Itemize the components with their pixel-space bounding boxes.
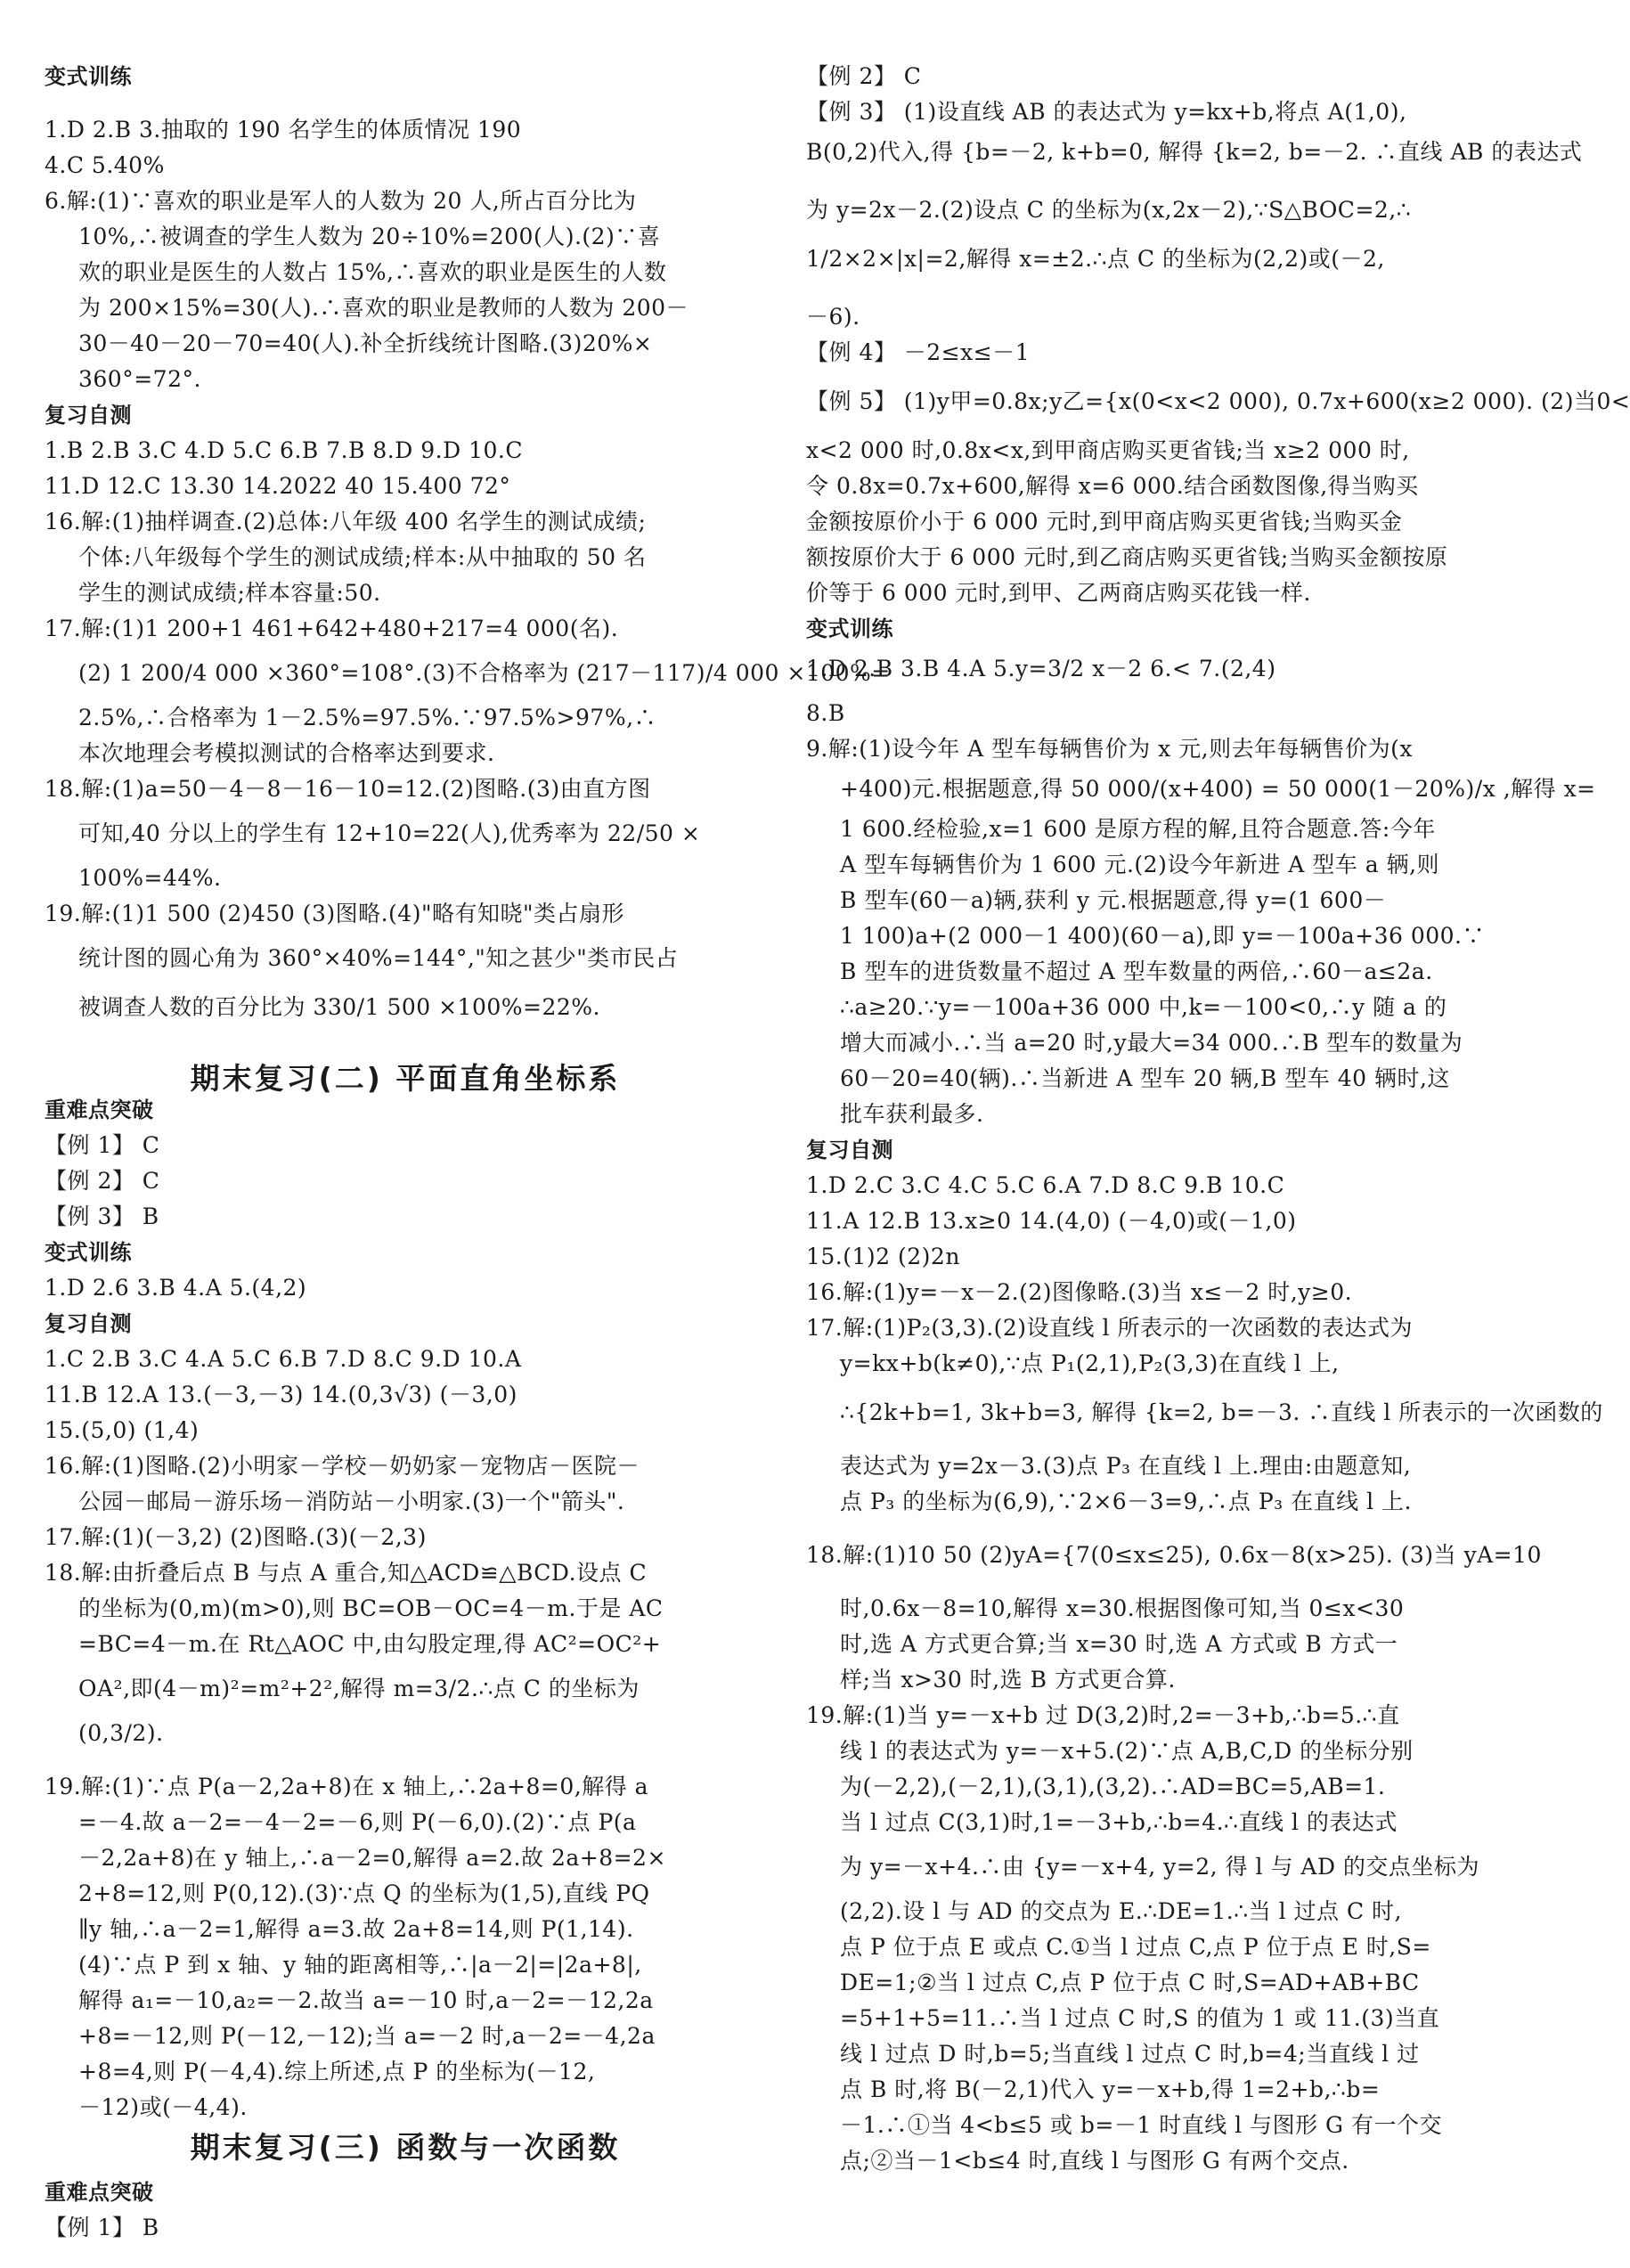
text-line: 点 P 位于点 E 或点 C.①当 l 过点 C,点 P 位于点 E 时,S= [840,1934,1431,1960]
text-line: ∴a≥20.∵y=－100a+36 000 中,k=－100<0,∴y 随 a 的 [840,994,1447,1020]
text-line: y=kx+b(k≠0),∵点 P₁(2,1),P₂(3,3)在直线 l 上, [840,1350,1340,1376]
text-line: 1.D 2.C 3.C 4.C 5.C 6.A 7.D 8.C 9.B 10.C [806,1172,1285,1198]
text-line: 解得 a₁=－10,a₂=－2.故当 a=－10 时,a－2=－12,2a [78,1987,654,2013]
text-line: 时,0.6x－8=10,解得 x=30.根据图像可知,当 0≤x<30 [840,1595,1405,1621]
text-line: 令 0.8x=0.7x+600,解得 x=6 000.结合函数图像,得当购买 [806,473,1419,499]
subsection-heading: 变式训练 [806,616,893,641]
text-line: 1.B 2.B 3.C 4.D 5.C 6.B 7.B 8.D 9.D 10.C [45,437,523,463]
text-line: 6.解:(1)∵喜欢的职业是军人的人数为 20 人,所占百分比为 [45,188,637,214]
text-line: 1/2×2×|x|=2,解得 x=±2.∴点 C 的坐标为(2,2)或(－2, [806,246,1385,272]
text-line: 30－40－20－70=40(人).补全折线统计图略.(3)20%× [78,330,653,356]
text-line: 价等于 6 000 元时,到甲、乙两商店购买花钱一样. [806,580,1311,606]
text-line: 11.A 12.B 13.x≥0 14.(4,0) (－4,0)或(－1,0) [806,1208,1297,1234]
text-line: 1.C 2.B 3.C 4.A 5.C 6.B 7.D 8.C 9.D 10.A [45,1346,522,1372]
text-line: 360°=72°. [78,366,201,392]
text-line: 17.解:(1)(－3,2) (2)图略.(3)(－2,3) [45,1524,427,1550]
text-line: 16.解:(1)图略.(2)小明家－学校－奶奶家－宠物店－医院－ [45,1453,640,1479]
text-line: 为 y=－x+4.∴由 {y=－x+4, y=2, 得 l 与 AD 的交点坐标为 [840,1854,1479,1880]
text-line: 【例 1】 C [45,1132,160,1158]
text-line: 【例 3】 (1)设直线 AB 的表达式为 y=kx+b,将点 A(1,0), [806,99,1407,125]
text-line: 的坐标为(0,m)(m>0),则 BC=OB－OC=4－m.于是 AC [78,1595,664,1621]
text-line: 欢的职业是医生的人数占 15%,∴喜欢的职业是医生的人数 [78,259,667,285]
text-line: 批车获利最多. [840,1101,984,1127]
text-line: DE=1;②当 l 过点 C,点 P 位于点 C 时,S=AD+AB+BC [840,1970,1420,1995]
text-line: 1 100)a+(2 000－1 400)(60－a),即 y=－100a+36 000.∵ [840,923,1486,949]
text-line: (2,2).设 l 与 AD 的交点为 E.∴DE=1.∴当 l 过点 C 时, [840,1898,1402,1924]
text-line: 个体:八年级每个学生的测试成绩;样本:从中抽取的 50 名 [78,544,647,570]
text-line: －1.∴①当 4<b≤5 或 b=－1 时直线 l 与图形 G 有一个交 [840,2112,1442,2138]
text-line: 18.解:由折叠后点 B 与点 A 重合,知△ACD≌△BCD.设点 C [45,1560,648,1586]
text-line: 线 l 过点 D 时,b=5;当直线 l 过点 C 时,b=4;当直线 l 过 [840,2041,1420,2067]
text-line: 18.解:(1)a=50－4－8－16－10=12.(2)图略.(3)由直方图 [45,776,651,802]
text-line: 100%=44%. [78,865,222,891]
text-line: 17.解:(1)P₂(3,3).(2)设直线 l 所表示的一次函数的表达式为 [806,1315,1413,1341]
text-line: 8.B [806,700,845,726]
subsection-heading: 复习自测 [45,403,132,428]
text-line: 16.解:(1)y=－x－2.(2)图像略.(3)当 x≤－2 时,y≥0. [806,1279,1353,1305]
text-line: －6). [806,304,860,330]
text-line: B 型车(60－a)辆,获利 y 元.根据题意,得 y=(1 600－ [840,887,1387,913]
text-line: =5+1+5=11.∴当 l 过点 C 时,S 的值为 1 或 11.(3)当直 [840,2005,1440,2031]
text-line: 1.D 2.6 3.B 4.A 5.(4,2) [45,1275,307,1301]
text-line: 1 600.经检验,x=1 600 是原方程的解,且符合题意.答:今年 [840,816,1436,842]
text-line: 19.解:(1)当 y=－x+b 过 D(3,2)时,2=－3+b,∴b=5.∴直 [806,1702,1400,1728]
text-line: 17.解:(1)1 200+1 461+642+480+217=4 000(名). [45,616,619,641]
text-line: 【例 5】 (1)y甲=0.8x;y乙={x(0<x<2 000), 0.7x+600(x≥2 000). (2)当0< [806,388,1630,414]
text-line: +8=－12,则 P(－12,－12);当 a=－2 时,a－2=－4,2a [78,2023,656,2049]
text-line: 当 l 过点 C(3,1)时,1=－3+b,∴b=4.∴直线 l 的表达式 [840,1809,1398,1835]
text-line: 额按原价大于 6 000 元时,到乙商店购买更省钱;当购买金额按原 [806,544,1448,570]
text-line: 学生的测试成绩;样本容量:50. [78,580,381,606]
text-line: 线 l 的表达式为 y=－x+5.(2)∵点 A,B,C,D 的坐标分别 [840,1738,1414,1764]
text-line: 1.D 2.B 3.抽取的 190 名学生的体质情况 190 [45,117,522,143]
text-line: 增大而减小.∴当 a=20 时,y最大=34 000.∴B 型车的数量为 [840,1030,1463,1056]
text-line: 11.B 12.A 13.(－3,－3) 14.(0,3√3) (－3,0) [45,1382,518,1407]
text-line: 本次地理会考模拟测试的合格率达到要求. [78,740,495,766]
text-line: =BC=4－m.在 Rt△AOC 中,由勾股定理,得 AC²=OC²+ [78,1631,662,1657]
subsection-heading: 重难点突破 [45,1097,154,1122]
text-line: 19.解:(1)1 500 (2)450 (3)图略.(4)"略有知晓"类占扇形 [45,901,624,926]
text-line: 金额按原价小于 6 000 元时,到甲商店购买更省钱;当购买金 [806,509,1403,534]
text-line: 表达式为 y=2x－3.(3)点 P₃ 在直线 l 上.理由:由题意知, [840,1453,1412,1479]
subsection-heading: 复习自测 [45,1311,132,1336]
text-line: 点 P₃ 的坐标为(6,9),∵2×6－3=9,∴点 P₃ 在直线 l 上. [840,1489,1412,1514]
text-line: 19.解:(1)∵点 P(a－2,2a+8)在 x 轴上,∴2a+8=0,解得 a [45,1774,649,1799]
text-line: 16.解:(1)抽样调查.(2)总体:八年级 400 名学生的测试成绩; [45,509,647,534]
text-line: 点 B 时,将 B(－2,1)代入 y=－x+b,得 1=2+b,∴b= [840,2076,1381,2102]
section-title: 期末复习(三) 函数与一次函数 [190,2130,621,2165]
text-line: 11.D 12.C 13.30 14.2022 40 15.400 72° [45,473,511,499]
text-line: 15.(5,0) (1,4) [45,1417,200,1443]
subsection-heading: 复习自测 [806,1138,893,1163]
text-line: (0,3/2). [78,1720,164,1746]
text-line: (2) 1 200/4 000 ×360°=108°.(3)不合格率为 (217－117)/4 000 ×100%= [78,660,891,686]
text-line: 2+8=12,则 P(0,12).(3)∵点 Q 的坐标为(1,5),直线 PQ [78,1880,650,1906]
text-line: B 型车的进货数量不超过 A 型车数量的两倍,∴60－a≤2a. [840,959,1433,984]
text-line: 为 y=2x－2.(2)设点 C 的坐标为(x,2x－2),∵S△BOC=2,∴ [806,197,1412,223]
text-line: 4.C 5.40% [45,152,165,178]
text-line: 10%,∴被调查的学生人数为 20÷10%=200(人).(2)∵喜 [78,224,661,249]
text-line: ∴{2k+b=1, 3k+b=3, 解得 {k=2, b=－3. ∴直线 l 所表示的一次函数的 [840,1399,1603,1425]
section-title: 期末复习(二) 平面直角坐标系 [190,1061,621,1096]
text-line: 为(－2,2),(－2,1),(3,1),(3,2).∴AD=BC=5,AB=1. [840,1774,1386,1799]
text-line: 被调查人数的百分比为 330/1 500 ×100%=22%. [78,994,600,1020]
subsection-heading: 变式训练 [45,64,132,89]
text-line: 15.(1)2 (2)2n [806,1244,960,1269]
text-line: OA²,即(4－m)²=m²+2²,解得 m=3/2.∴点 C 的坐标为 [78,1676,640,1701]
text-line: 统计图的圆心角为 360°×40%=144°,"知之甚少"类市民占 [78,945,679,971]
text-line: 点;②当－1<b≤4 时,直线 l 与图形 G 有两个交点. [840,2148,1349,2174]
text-line: =－4.故 a－2=－4－2=－6,则 P(－6,0).(2)∵点 P(a [78,1809,637,1835]
text-line: 样;当 x>30 时,选 B 方式更合算. [840,1667,1176,1693]
subsection-heading: 重难点突破 [45,2180,154,2205]
text-line: 2.5%,∴合格率为 1－2.5%=97.5%.∵97.5%>97%,∴ [78,705,657,730]
text-line: x<2 000 时,0.8x<x,到甲商店购买更省钱;当 x≥2 000 时, [806,437,1410,463]
text-line: －2,2a+8)在 y 轴上,∴a－2=0,解得 a=2.故 2a+8=2× [78,1845,666,1871]
text-line: 可知,40 分以上的学生有 12+10=22(人),优秀率为 22/50 × [78,820,701,846]
text-line: 时,选 A 方式更合算;当 x=30 时,选 A 方式或 B 方式一 [840,1631,1398,1657]
subsection-heading: 变式训练 [45,1240,132,1265]
text-line: 【例 1】 B [45,2215,159,2240]
text-line: 【例 3】 B [45,1203,159,1229]
text-line: A 型车每辆售价为 1 600 元.(2)设今年新进 A 型车 a 辆,则 [840,852,1440,877]
text-line: －12)或(－4,4). [78,2094,248,2120]
text-line: 为 200×15%=30(人).∴喜欢的职业是教师的人数为 200－ [78,295,689,321]
text-line: 18.解:(1)10 50 (2)yA={7(0≤x≤25), 0.6x－8(x>25). (3)当 yA=10 [806,1542,1542,1568]
text-line: 60－20=40(辆).∴当新进 A 型车 20 辆,B 型车 40 辆时,这 [840,1065,1450,1091]
text-line: 1.D 2.B 3.B 4.A 5.y=3/2 x－2 6.< 7.(2,4) [806,656,1276,681]
text-line: (4)∵点 P 到 x 轴、y 轴的距离相等,∴|a－2|=|2a+8|, [78,1952,642,1978]
text-line: 【例 2】 C [806,63,922,89]
text-line: 【例 2】 C [45,1168,160,1194]
text-line: 【例 4】 －2≤x≤－1 [806,339,1031,365]
text-line: +400)元.根据题意,得 50 000/(x+400) = 50 000(1－20%)/x ,解得 x= [840,776,1596,802]
text-line: +8=4,则 P(－4,4).综上所述,点 P 的坐标为(－12, [78,2059,596,2084]
text-line: 公园－邮局－游乐场－消防站－小明家.(3)一个"箭头". [78,1489,625,1514]
text-line: B(0,2)代入,得 {b=－2, k+b=0, 解得 {k=2, b=－2. ∴直线 AB 的表达式 [806,139,1583,165]
text-line: 9.解:(1)设今年 A 型车每辆售价为 x 元,则去年每辆售价为(x [806,736,1413,762]
text-line: ∥y 轴,∴a－2=1,解得 a=3.故 2a+8=14,则 P(1,14). [78,1916,634,1942]
